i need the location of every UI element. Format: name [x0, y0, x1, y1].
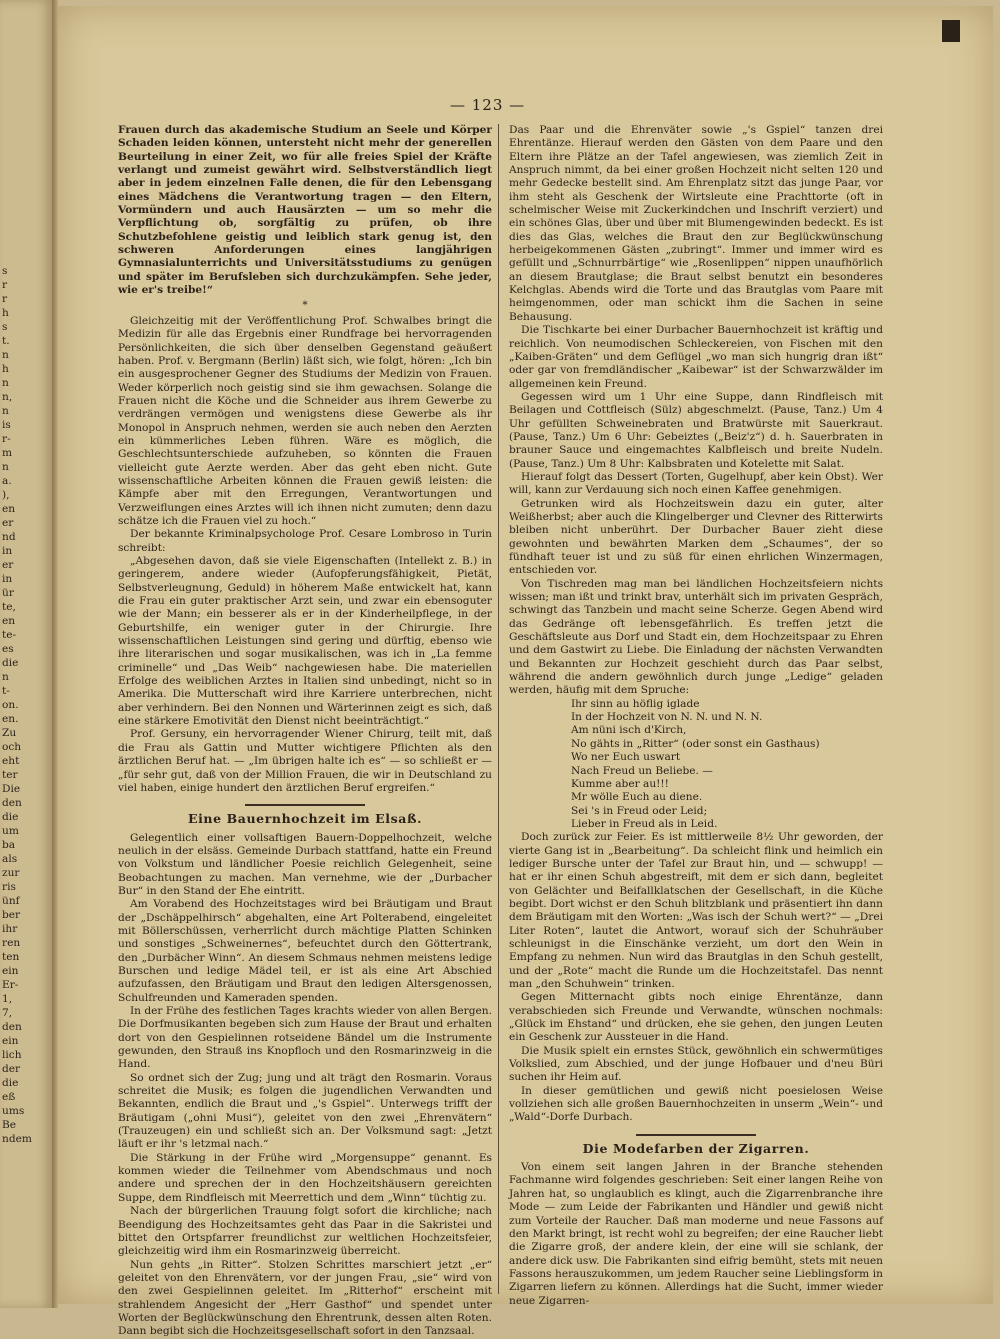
- facing-page-fragment: en.: [2, 713, 19, 725]
- facing-page-fragment: eß: [2, 1091, 16, 1103]
- verse-line: Ihr sinn au höflig iglade: [571, 697, 700, 710]
- facing-page-fragment: eht: [2, 755, 20, 767]
- facing-page-fragment: n: [2, 671, 9, 683]
- paragraph: So ordnet sich der Zug; jung und alt trägt den Rosmarin. Voraus schreitet die Musik; es folgen die jugendlichen Verwandten und Bekannten, endlich die Braut und „'s Gspiel“. Unterwegs trifft der Bräutigam („ohni Musi“), geleitet von den zwei „Ehrenvätern“ (Trauzeugen) ein und schließt sich an. Der Volksmund sagt: „Jetzt läuft er ihr 's letzmal nach.“: [118, 1071, 492, 1151]
- paragraph: Die Musik spielt ein ernstes Stück, gewöhnlich ein schwermütiges Volkslied, zum Abschied, und der junge Hofbauer und d'neu Büri suchen ihr Heim auf.: [509, 1044, 883, 1084]
- facing-page-fragment: on.: [2, 699, 19, 711]
- left-column: [118, 124, 492, 1338]
- article-headline: Die Modefarben der Zigarren.: [582, 1140, 810, 1156]
- facing-page-fragment: in: [2, 545, 13, 557]
- facing-page-fragment: ünf: [2, 895, 20, 907]
- facing-page-fragment: ter: [2, 769, 18, 781]
- facing-page-fragment: h: [2, 363, 9, 375]
- facing-page-fragment: r: [2, 279, 8, 291]
- facing-page-fragment: n: [2, 461, 9, 473]
- facing-page-fragment: en: [2, 615, 16, 627]
- facing-page-fragment: ür: [2, 587, 14, 599]
- facing-page-fragment: r-: [2, 433, 11, 445]
- paragraph: Von einem seit langen Jahren in der Branche stehenden Fachmanne wird folgendes geschrieben: Seit einer langen Reihe von Jahren hat, so unglaublich es klingt, auch die Zigarrenbranche ihre Mode — zum Leide der Fabrikanten und Händler und gewiß nicht zum Vorteile der Raucher. Daß man moderne und neue Fassons auf den Markt bringt, ist recht wohl zu begreifen; der eine Raucher liebt die Zigarre groß, der andere klein, der eine will sie schlank, der andere dick usw. Die Fabrikanten sind eifrig bemüht, stets mit neuen Fassons herauszukommen, um jedem Raucher seine Lieblingsform in Zigarren liefern zu können. Allerdings hat die Sucht, immer wieder neue Zigarren-: [509, 1161, 883, 1307]
- paragraph: Die Tischkarte bei einer Durbacher Bauernhochzeit ist kräftig und reichlich. Von neumodischen Schleckereien, von Fischen mit den „Kaiben-Gräten“ und dem Geflügel „wo man sich hungrig dran ißt“ oder gar von fremdländischer „Kaibewar“ ist der Schwarzwälder im allgemeinen kein Freund.: [509, 324, 883, 390]
- verse-line: Am nüni isch d'Kirch,: [571, 724, 687, 737]
- facing-page-fragment: der: [2, 1063, 21, 1075]
- facing-page-fragment: n: [2, 405, 9, 417]
- facing-page-fragment: r: [2, 293, 8, 305]
- facing-page-fragment: als: [2, 853, 18, 865]
- facing-page-fragment: in: [2, 573, 13, 585]
- paragraph: Prof. Gersuny, ein hervorragender Wiener Chirurg, teilt mit, daß die Frau als Gattin und Mutter wichtigere Pflichten als den ärztlichen Beruf hat. — „Im übrigen halte ich es“ — so schließt er — „für sehr gut, daß von der Million Frauen, die wir in Deutschland zu viel haben, einige hundert den ärztlichen Beruf ergreifen.“: [118, 728, 492, 794]
- verse-line: No gähts in „Ritter“ (oder sonst ein Gasthaus): [571, 737, 820, 750]
- facing-page-fragment: die: [2, 811, 19, 823]
- facing-page-fragment: s: [2, 321, 8, 333]
- facing-page-fragment: s: [2, 265, 8, 277]
- facing-page-fragment: ba: [2, 839, 16, 851]
- paragraph: Der bekannte Kriminalpsychologe Prof. Cesare Lombroso in Turin schreibt:: [118, 528, 492, 554]
- paragraph: „Abgesehen davon, daß sie viele Eigenschaften (Intellekt z. B.) in geringerem, andere wieder (Aufopferungsfähigkeit, Pietät, Selbstverleugnung, Geduld) in höherem Maße entwickelt hat, kann die Frau ein guter praktischer Arzt sein, und zwar ein ebensoguter wie der Mann; ein besserer als er in der Kinderheilpflege, in der Geburtshilfe, ein weniger guter in der Chirurgie. Ihre wissenschaftlichen Leistungen sind gering und dürftig, ebenso wie ihre literarischen und sogar musikalischen, was ich in „La femme criminelle“ und „Das Weib“ nachgewiesen habe. Die materiellen Erfolge des weiblichen Arztes in Italien sind unbedingt, nicht so in Amerika. Die Mutterschaft wird ihre Karriere unterbrechen, nicht aber verhindern. Bei den Nonnen und Wärterinnen zeigt es sich, daß eine stärkere Emotivität den Dienst nicht beeinträchtigt.“: [118, 555, 492, 728]
- facing-page-fragment: die: [2, 1077, 19, 1089]
- facing-page-fragment: ren: [2, 937, 21, 949]
- page-number: — 123 —: [450, 96, 526, 114]
- facing-page-fragment: zur: [2, 867, 20, 879]
- facing-page-fragment: ),: [2, 489, 10, 501]
- facing-page-fragment: Zu: [2, 727, 17, 739]
- paragraph: Getrunken wird als Hochzeitswein dazu ein guter, alter Weißherbst; aber auch die Klingelberger und Clevner des Ritterwirts bleiben nicht unberührt. Der Durbacher Bauer zieht diese gewohnten und bewährten Marken dem „Schaumes“, der so fündhaft teuer ist und zu süß für einen ehrlichen Winzermagen, entschieden vor.: [509, 497, 883, 577]
- verse-line: Sei 's in Freud oder Leid;: [571, 804, 708, 817]
- paragraph: Gleichzeitig mit der Veröffentlichung Prof. Schwalbes bringt die Medizin für alle das Ergebnis einer Rundfrage bei hervorragenden Persönlichkeiten, die sich über denselben Gegenstand geäußert haben. Prof. v. Bergmann (Berlin) läßt sich, wie folgt, hören: „Ich bin ein ausgesprochener Gegner des Studiums der Medizin von Frauen. Weder körperlich noch geistig sind sie ihm gewachsen. Solange die Frauen nicht die Köche und die Schneider aus ihrem Gewerbe zu verdrängen vermögen und wenigstens diese Gewerbe als ihr Monopol in Anspruch nehmen, werden sie auch neben den Aerzten ein kümmerliches Leben führen. Wäre es möglich, die Geschlechtsunterschiede aufzuheben, so könnten die Frauen vielleicht gute Aerzte werden. Aber das geht eben nicht. Gute wissenschaftliche Arbeiten können die Frauen gewiß leisten: die Kämpfe aber mit den Erregungen, Verantwortungen und Verzweiflungen eines Arztes will ich ihnen nicht zumuten; denn dazu schätze ich die Frauen viel zu hoch.“: [118, 314, 492, 527]
- facing-page-fragment: 1,: [2, 993, 13, 1005]
- corner-mark: [942, 20, 960, 42]
- facing-page-fragment: ten: [2, 951, 20, 963]
- facing-page-fragment: ber: [2, 909, 21, 921]
- paragraph: In der Frühe des festlichen Tages krachts wieder von allen Bergen. Die Dorfmusikanten begeben sich zum Hause der Braut und erhalten dort von den Gespielinnen rotseidene Bändel um die Instrumente gewunden, den Strauß ins Knopfloch und den Rosmarinzweig in die Hand.: [118, 1005, 492, 1071]
- facing-page-fragment: n: [2, 349, 9, 361]
- article-headline: Eine Bauernhochzeit im Elsaß.: [187, 811, 423, 827]
- verse-line: Lieber in Freud als in Leid.: [571, 817, 718, 830]
- facing-page-fragment: och: [2, 741, 22, 753]
- paragraph: Gegen Mitternacht gibts noch einige Ehrentänze, dann verabschieden sich Freunde und Verwandte, wünschen nochmals: „Glück im Ehstand“ und drücken, ehe sie gehen, den jungen Leuten ein Geschenk zur Aussteuer in die Hand.: [509, 991, 883, 1044]
- paragraph: In dieser gemütlichen und gewiß nicht poesielosen Weise vollziehen sich alle großen Bauernhochzeiten in unserm „Wein“- und „Wald“-Dorfe Durbach.: [509, 1084, 883, 1124]
- facing-page-fragment: lich: [2, 1049, 22, 1061]
- paragraph: Nach der bürgerlichen Trauung folgt sofort die kirchliche; nach Beendigung des Hochzeitsamtes geht das Paar in die Sakristei und bittet den Ortspfarrer freundlichst zur weltlichen Hochzeitsfeier, gleichzeitig wird ihm ein Rosmarinzweig überreicht.: [118, 1205, 492, 1258]
- facing-page-fragment: te,: [2, 601, 16, 613]
- facing-page-fragment: n: [2, 377, 9, 389]
- section-divider: [636, 1134, 756, 1136]
- paragraph: Von Tischreden mag man bei ländlichen Hochzeitsfeiern nichts wissen; man ißt und trinkt brav, unterhält sich im privaten Gespräch, schwingt das Tanzbein und macht seine Scherze. Gegen Abend wird das Gedränge oft lebensgefährlich. Es treffen jetzt die Geschäftsleute aus Dorf und Stadt ein, dem Hochzeitspaar zu Ehren und dem Gastwirt zu Liebe. Die Einladung der nächsten Verwandten und Bekannten zur Hochzeit geschieht durch das Paar selbst, während die andern gewöhnlich durch junge „Ledige“ geladen werden, häufig mit dem Spruche:: [509, 577, 883, 697]
- facing-page-fragment: nd: [2, 531, 16, 543]
- facing-page-fragment: den: [2, 1021, 22, 1033]
- paragraph: Das Paar und die Ehrenväter sowie „'s Gspiel“ tanzen drei Ehrentänze. Hierauf werden den Gästen von dem Paare und den Eltern ihre Plätze an der Tafel angewiesen, was ziemlich Zeit in Anspruch nimmt, da bei einer großen Hochzeit nicht selten 120 und mehr Gedecke bestellt sind. Am Ehrenplatz sitzt das junge Paar, vor ihm steht als Geschenk der Wirtsleute eine Prachttorte (oft in schelmischer Weise mit Zuckerkindchen und Inschrift verziert) und ein schönes Glas, über und über mit Blumengewinden bedeckt. Es ist dies das Glas, welches die Braut den zur Beglückwünschung herbeigekommenen Gästen „zubringt“. Immer und immer wird es gefüllt und „Schnurrbärtige“ wie „Rosenlippen“ nippen unaufhörlich an diesem Brautglase; die Braut selbst benutzt ein besonderes Kelchglas. Abends wird die Torte und das Brautglas vom Paare mit heimgenommen, oder man schickt ihm die Sachen in seine Behausung.: [509, 124, 883, 323]
- verse-line: Nach Freud un Beliebe. —: [571, 764, 713, 777]
- paragraph: Gegessen wird um 1 Uhr eine Suppe, dann Rindfleisch mit Beilagen und Cottfleisch (Sülz) abgeschmelzt. (Pause, Tanz.) Um 4 Uhr gefüllten Schweinebraten und Bratwürste mit Sauerkraut. (Pause, Tanz.) Um 6 Uhr: Gebeiztes („Beiz'z“) d. h. Sauerbraten in brauner Sauce und eingemachtes Kalbfleisch und breite Nudeln. (Pause, Tanz.) Um 8 Uhr: Kalbsbraten und Kotelette mit Salat.: [509, 390, 883, 470]
- verse-line: Mr wölle Euch au diene.: [571, 791, 703, 804]
- facing-page-fragment: en: [2, 503, 16, 515]
- facing-page-fragment: ris: [2, 881, 16, 893]
- facing-page-fragment: 7,: [2, 1007, 13, 1019]
- verse-line: Wo ner Euch uswart: [571, 751, 681, 764]
- facing-page-fragment: es: [2, 643, 14, 655]
- facing-page-fragment: ein: [2, 965, 19, 977]
- facing-page-fragment: ein: [2, 1035, 19, 1047]
- paragraph: Doch zurück zur Feier. Es ist mittlerweile 8½ Uhr geworden, der vierte Gang ist in „Bearbeitung“. Da schleicht flink und heimlich ein lediger Bursche unter der Tafel zur Braut hin, und — schwupp! — hat er ihr einen Schuh abgestreift, mit dem er sich dann, begleitet von Gelächter und Beifallklatschen der Gesellschaft, in die Küche begibt. Dort wichst er den Schuh blitzblank und präsentiert ihn dann dem Bräutigam mit den Worten: „Was isch der Schuh wert?“ — „Drei Liter Roten“, lautet die Antwort, worauf sich der Schuhräuber schleunigst in die Einschänke verzieht, um dort den Wein in Empfang zu nehmen. Nun wird das Brautglas in den Schuh gestellt, und der „Rote“ macht die Runde um die Hochzeitstafel. Das nennt man „den Schuhwein“ trinken.: [509, 831, 883, 990]
- facing-page-fragment: ihr: [2, 923, 18, 935]
- facing-page-fragment: um: [2, 825, 19, 837]
- facing-page-fragment: n,: [2, 391, 13, 403]
- facing-page-edge: [0, 0, 52, 1308]
- facing-page-fragment: te-: [2, 629, 17, 641]
- facing-page-fragment: Er-: [2, 979, 19, 991]
- facing-page-fragment: ums: [2, 1105, 25, 1117]
- facing-page-fragment: den: [2, 797, 22, 809]
- facing-page-fragment: ndem: [2, 1133, 32, 1145]
- facing-page-fragment: Die: [2, 783, 21, 795]
- paragraph: Frauen durch das akademische Studium an Seele und Körper Schaden leiden können, untersteht nicht mehr der generellen Beurteilung in einer Zeit, wo für alle freies Spiel der Kräfte verlangt und zumeist gewährt wird. Selbstverständlich liegt aber in jedem einzelnen Falle denen, die für den Lebensgang eines Mädchens die Verantwortung tragen — den Eltern, Vormündern und auch Hausärzten — um so mehr die Verpflichtung ob, sorgfältig zu prüfen, ob ihre Schutzbefohlene geistig und leiblich stark genug ist, den schweren Anforderungen eines langjährigen Gymnasialunterrichts und Universitätsstudiums zu genügen und später im Berufsleben sich durchzukämpfen. Sehe jeder, wie er's treibe!“: [118, 124, 492, 297]
- paragraph: Nun gehts „in Ritter“. Stolzen Schrittes marschiert jetzt „er“ geleitet von den Ehrenvätern, vor der jungen Frau, „sie“ wird von den zwei Gespielinnen geleitet. Im „Ritterhof“ erscheint mit strahlendem Angesicht der „Herr Gasthof“ und spendet unter Worten der Beglückwünschung den Ehrentrunk, dessen alten Roten. Dann begibt sich die Hochzeitsgesellschaft sofort in den Tanzsaal.: [118, 1258, 492, 1338]
- column-rule: [498, 124, 499, 1294]
- facing-page-fragment: m: [2, 447, 13, 459]
- facing-page-fragment: Be: [2, 1119, 17, 1131]
- right-column: [509, 124, 883, 1307]
- facing-page-fragment: t.: [2, 335, 10, 347]
- facing-page-fragment: h: [2, 307, 9, 319]
- facing-page-fragment: is: [2, 419, 11, 431]
- paragraph: Hierauf folgt das Dessert (Torten, Gugelhupf, aber kein Obst). Wer will, kann zur Verdauung sich noch einen Kaffee genehmigen.: [509, 470, 883, 497]
- facing-page-fragment: er: [2, 517, 14, 529]
- facing-page-fragment: die: [2, 657, 19, 669]
- facing-page-fragment: t-: [2, 685, 10, 697]
- asterism: *: [302, 299, 308, 312]
- paragraph: Am Vorabend des Hochzeitstages wird bei Bräutigam und Braut der „Dschäppelhirsch“ abgehalten, eine Art Polterabend, eingeleitet mit Böllerschüssen, verherrlicht durch mächtige Platten Schinken und sonstiges „Schweinernes“, befeuchtet durch den Göttertrank, den „Durbächer Winn“. An diesem Schmaus nehmen meistens ledige Burschen und ledige Mädel teil, er ist als eine Art Abschied aufzufassen, den Bräutigam und Braut den ledigen Altersgenossen, Schulfreunden und Kameraden spenden.: [118, 898, 492, 1004]
- verse-line: In der Hochzeit von N. N. und N. N.: [571, 711, 763, 724]
- section-divider: [245, 804, 365, 806]
- paragraph: Die Stärkung in der Frühe wird „Morgensuppe“ genannt. Es kommen wieder die Teilnehmer vom Abendschmaus und noch andere und sprechen der in den Hochzeitshäusern gereichten Suppe, dem Rindfleisch mit Meerrettich und dem „Winn“ tüchtig zu.: [118, 1151, 492, 1204]
- paragraph: Gelegentlich einer vollsaftigen Bauern-Doppelhochzeit, welche neulich in der elsäss. Gemeinde Durbach stattfand, hatte ein Freund von Volkstum und ländlicher Poesie reichlich Gelegenheit, seine Beobachtungen zu machen. Man vernehme, wie der „Durbacher Bur“ in den Stand der Ehe eintritt.: [118, 831, 492, 897]
- facing-page-fragment: a.: [2, 475, 12, 487]
- verse-line: Kumme aber au!!!: [571, 777, 669, 790]
- facing-page-fragment: er: [2, 559, 14, 571]
